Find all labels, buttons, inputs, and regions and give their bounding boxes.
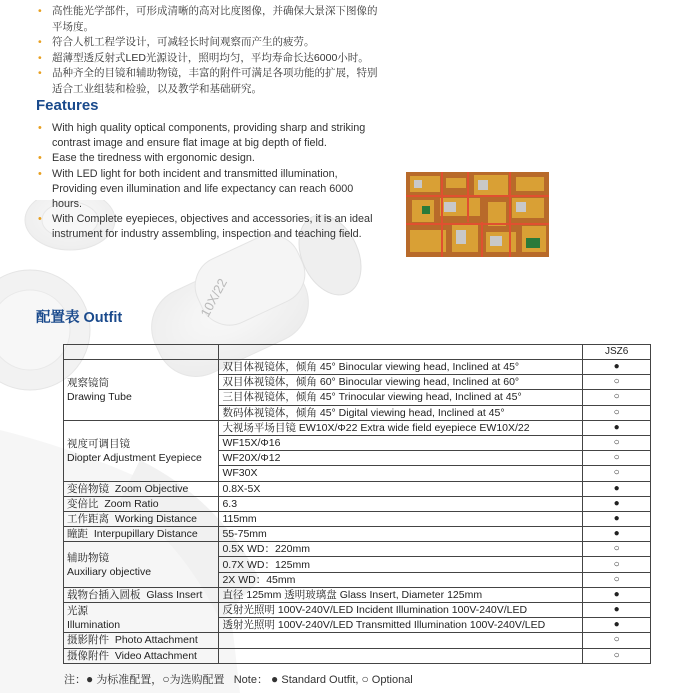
list-item: • 高性能光学部件，可形成清晰的高对比度图像，并确保大景深下图像的平场度。	[36, 4, 386, 35]
category-cn: 工作距离	[67, 512, 109, 525]
category-en: Drawing Tube	[67, 390, 132, 403]
table-row	[64, 481, 651, 496]
category-en: Zoom Ratio	[104, 497, 159, 510]
category-cn: 光源	[67, 604, 88, 617]
spec-description: 数码体视镜体，倾角 45° Digital viewing head, Inclined at 45°	[219, 405, 583, 420]
category-cell	[64, 360, 219, 421]
optional-circle-icon	[583, 375, 651, 390]
spec-description: 反射光照明 100V-240V/LED Incident Illumination 100V-240V/LED	[219, 603, 583, 618]
legend-note	[64, 671, 413, 687]
category-cell	[64, 420, 219, 481]
note-prefix: 注：	[64, 674, 86, 686]
category-en: Working Distance	[114, 512, 197, 525]
category-cell	[64, 633, 219, 648]
optional-circle-icon	[583, 390, 651, 405]
spec-description: 直径 125mm 透明玻璃盘 Glass Insert, Diameter 125mm	[219, 587, 583, 602]
standard-dot-icon: ●	[271, 672, 279, 686]
optional-circle-icon	[583, 451, 651, 466]
category-cell	[64, 587, 219, 602]
category-en: Photo Attachment	[114, 634, 198, 647]
category-cn: 变倍比	[67, 497, 99, 510]
category-en: Diopter Adjustment Eyepiece	[67, 451, 202, 464]
standard-dot-icon	[583, 496, 651, 511]
table-row	[64, 527, 651, 542]
spec-description: 大视场平场目镜 EW10X/Φ22 Extra wide field eyepiece EW10X/22	[219, 420, 583, 435]
category-cn: 变倍物镜	[67, 482, 109, 495]
category-cell	[64, 542, 219, 588]
list-item: • Ease the tiredness with ergonomic design.	[36, 151, 381, 166]
spec-description: WF15X/Φ16	[219, 435, 583, 450]
category-cell	[64, 527, 219, 542]
category-cn: 摄影附件	[67, 634, 109, 647]
optional-circle-icon	[583, 572, 651, 587]
spec-description: 双目体视镜体，倾角 60° Binocular viewing head, Inclined at 60°	[219, 375, 583, 390]
standard-dot-icon	[583, 527, 651, 542]
spec-description: WF30X	[219, 466, 583, 481]
optional-circle-icon	[583, 542, 651, 557]
optional-circle-icon	[583, 648, 651, 663]
category-cell	[64, 511, 219, 526]
category-cn: 辅助物镜	[67, 551, 109, 564]
table-row	[64, 360, 651, 375]
category-en: Zoom Objective	[114, 482, 189, 495]
list-item: • With LED light for both incident and transmitted illumination, Providing even illumination and life expectancy can reach 6000 hours.	[36, 167, 381, 213]
english-feature-list	[36, 121, 381, 243]
standard-dot-icon	[583, 511, 651, 526]
category-cn: 观察镜筒	[67, 376, 109, 389]
optional-circle-icon	[583, 557, 651, 572]
list-item: • 符合人机工程学设计，可减轻长时间观察而产生的疲劳。	[36, 35, 386, 51]
spec-description: 55-75mm	[219, 527, 583, 542]
standard-dot-icon	[583, 587, 651, 602]
standard-dot-icon	[583, 618, 651, 633]
spec-description: 2X WD：45mm	[219, 572, 583, 587]
note-optional-cn: 为选购配置	[169, 674, 225, 686]
table-row	[64, 496, 651, 511]
standard-dot-icon	[583, 481, 651, 496]
table-row	[64, 648, 651, 663]
table-row	[64, 587, 651, 602]
category-cell	[64, 496, 219, 511]
category-cn: 摄像附件	[67, 649, 109, 662]
category-en: Illumination	[67, 618, 121, 631]
list-item: • 超薄型透反射式LED光源设计，照明均匀，平均寿命长达6000小时。	[36, 51, 386, 67]
list-item: • With Complete eyepieces, objectives and accessories, it is an ideal instrument for industry assembling, inspection and teaching field.	[36, 212, 381, 242]
chinese-feature-list	[36, 4, 386, 97]
table-row	[64, 603, 651, 618]
optional-circle-icon: ○	[162, 672, 170, 686]
category-cn: 载物台插入圆板	[67, 588, 141, 601]
category-en: Video Attachment	[114, 649, 197, 662]
table-row	[64, 542, 651, 557]
optional-circle-icon	[583, 435, 651, 450]
list-item: • 品种齐全的目镜和辅助物镜，丰富的附件可满足各项功能的扩展，特别适合工业组装和检验，以及教学和基础研究。	[36, 66, 386, 97]
table-row	[64, 633, 651, 648]
spec-description: 透射光照明 100V-240V/LED Transmitted Illumination 100V-240V/LED	[219, 618, 583, 633]
category-cell	[64, 603, 219, 633]
spec-description: 0.5X WD：220mm	[219, 542, 583, 557]
spec-description	[219, 633, 583, 648]
spec-description	[219, 648, 583, 663]
optional-circle-icon	[583, 633, 651, 648]
table-row	[64, 420, 651, 435]
list-item: • With high quality optical components, providing sharp and striking contrast image and ensure flat image at big depth of field.	[36, 121, 381, 151]
spec-description: 三目体视镜体，倾角 45° Trinocular viewing head, Inclined at 45°	[219, 390, 583, 405]
category-en: Interpupillary Distance	[93, 528, 198, 541]
spec-description: 双目体视镜体，倾角 45° Binocular viewing head, Inclined at 45°	[219, 360, 583, 375]
spec-description: WF20X/Φ12	[219, 451, 583, 466]
spec-description: 0.8X-5X	[219, 481, 583, 496]
standard-dot-icon: ●	[86, 672, 94, 686]
category-en: Glass Insert	[146, 588, 203, 601]
category-cn: 瞳距	[67, 528, 88, 541]
table-header-empty	[64, 345, 219, 360]
standard-dot-icon	[583, 360, 651, 375]
outfit-table	[63, 344, 651, 664]
note-standard-cn: 为标准配置，	[96, 674, 163, 686]
category-en: Auxiliary objective	[67, 565, 152, 578]
spec-description: 115mm	[219, 511, 583, 526]
optional-circle-icon	[583, 405, 651, 420]
model-header: JSZ6	[583, 345, 651, 360]
standard-dot-icon	[583, 420, 651, 435]
category-cell	[64, 481, 219, 496]
optional-circle-icon	[583, 466, 651, 481]
features-heading: Features	[36, 97, 99, 114]
table-row	[64, 511, 651, 526]
table-header-empty	[219, 345, 583, 360]
outfit-heading: 配置表 Outfit	[36, 310, 123, 326]
category-cn: 视度可调目镜	[67, 437, 130, 450]
optional-circle-icon: ○	[361, 672, 369, 686]
note-label: Note：	[233, 674, 268, 686]
circuit-board-photo	[406, 172, 549, 257]
note-optional-en: Optional	[371, 674, 413, 686]
eyepiece-engraving-text: 10X/22	[197, 275, 230, 320]
category-cell	[64, 648, 219, 663]
spec-description: 6.3	[219, 496, 583, 511]
note-standard-en: Standard Outfit,	[281, 674, 359, 686]
standard-dot-icon	[583, 603, 651, 618]
spec-description: 0.7X WD：125mm	[219, 557, 583, 572]
